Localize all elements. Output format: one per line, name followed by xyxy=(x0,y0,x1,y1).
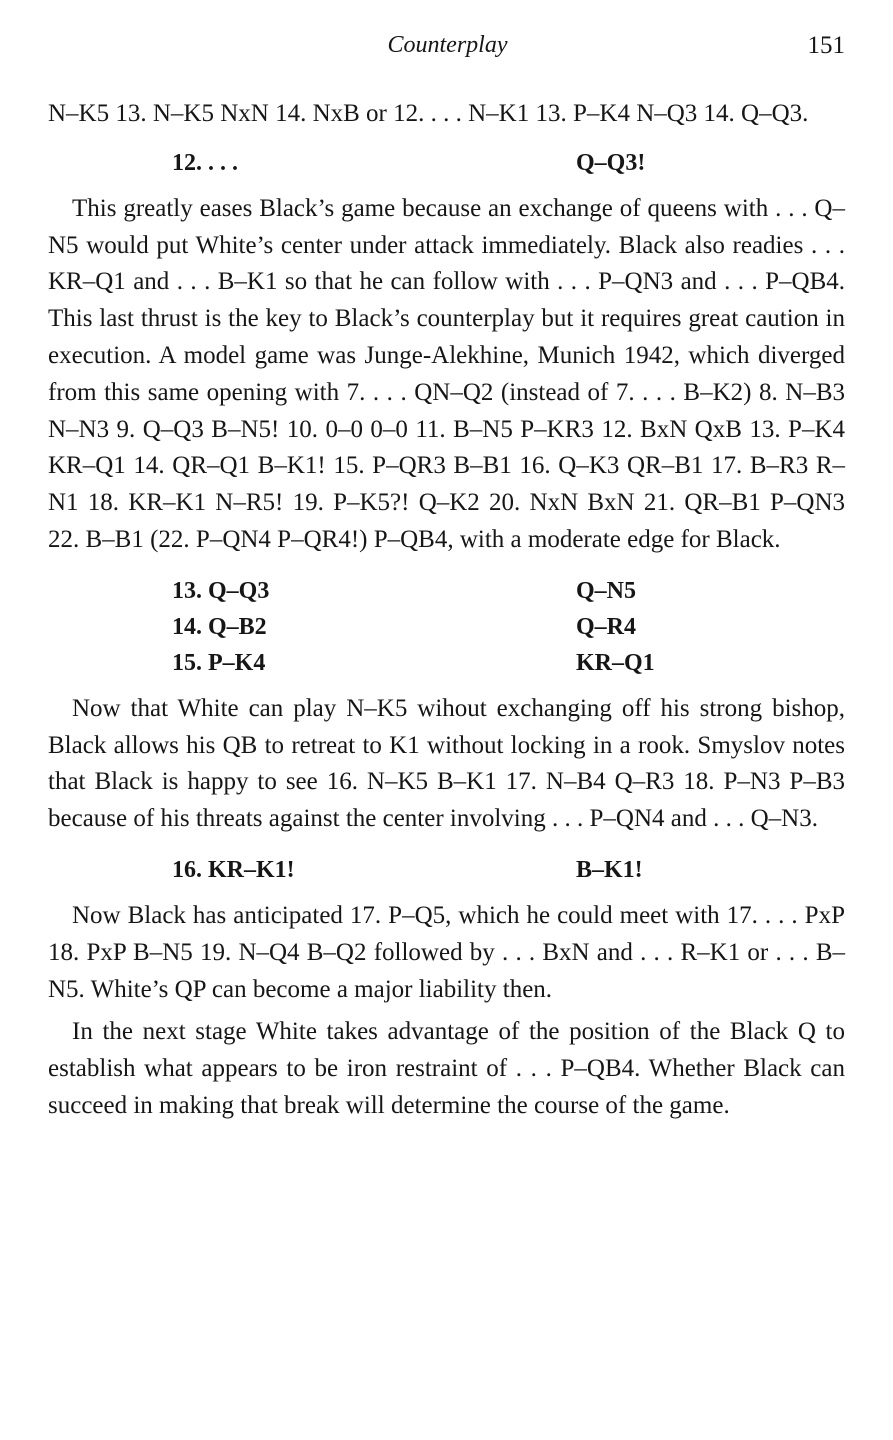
white-move: 16. KR–K1! xyxy=(172,856,295,883)
move-block-12 xyxy=(48,145,845,181)
paragraph-commentary-1: This greatly eases Black’s game because an exchange of queens with . . . Q–N5 would put White’s center under attack immediately. Black also readies . . . KR–Q1 and . . . B–K1 so that he can follow with . . . P–QN3 and . . . P–QB4. This last thrust is the key to Black’s counterplay but it requires great caution in execution. A model game was Junge-Alekhine, Munich 1942, which diverged from this same opening with 7. . . . QN–Q2 (instead of 7. . . . B–K2) 8. N–B3 N–N3 9. Q–Q3 B–N5! 10. 0–0 0–0 11. B–N5 P–KR3 12. BxN QxB 13. P–K4 KR–Q1 14. QR–Q1 B–K1! 15. P–QR3 B–B1 16. Q–K3 QR–B1 17. B–R3 R–N1 18. KR–K1 N–R5! 19. P–K5?! Q–K2 20. NxN BxN 21. QR–B1 P–QN3 22. B–B1 (22. P–QN4 P–QR4!) P–QB4, with a moderate edge for Black. xyxy=(48,194,845,553)
white-move: 13. Q–Q3 xyxy=(172,577,270,604)
page-body xyxy=(48,96,845,1125)
move-row xyxy=(48,852,845,888)
paragraph-continuation: N–K5 13. N–K5 NxN 14. NxB or 12. . . . N–K1 13. P–K4 N–Q3 14. Q–Q3. xyxy=(48,100,809,127)
black-move: Q–N5 xyxy=(576,577,636,604)
running-title: Counterplay xyxy=(387,32,508,58)
move-block-16 xyxy=(48,852,845,888)
black-move: B–K1! xyxy=(576,856,643,883)
move-row xyxy=(48,645,845,681)
black-move: KR–Q1 xyxy=(576,649,655,676)
paragraph-commentary-3: Now Black has anticipated 17. P–Q5, which he could meet with 17. . . . PxP 18. PxP B–N5 19. N–Q4 B–Q2 followed by . . . BxN and . . . R–K1 or . . . B–N5. White’s QP can become a major liability then. xyxy=(48,901,845,1003)
move-row xyxy=(48,573,845,609)
paragraph-commentary-2: Now that White can play N–K5 wihout exchanging off his strong bishop, Black allows his QB to retreat to K1 without locking in a rook. Smyslov notes that Black is happy to see 16. N–K5 B–K1 17. N–B4 Q–R3 18. P–N3 P–B3 because of his threats against the center involving . . . P–QN4 and . . . Q–N3. xyxy=(48,694,845,833)
white-move: 15. P–K4 xyxy=(172,649,266,676)
move-block-13-15 xyxy=(48,573,845,681)
paragraph-commentary-4: In the next stage White takes advantage of the position of the Black Q to establish what appears to be iron restraint of . . . P–QB4. Whether Black can succeed in making that break will determine the course of the game. xyxy=(48,1018,845,1119)
black-move: Q–Q3! xyxy=(576,149,646,176)
page-header xyxy=(50,30,845,66)
white-move: 12. . . . xyxy=(172,149,238,176)
move-row xyxy=(48,609,845,645)
page-number: 151 xyxy=(807,32,845,59)
white-move: 14. Q–B2 xyxy=(172,613,267,640)
black-move: Q–R4 xyxy=(576,613,636,640)
move-row xyxy=(48,145,845,181)
